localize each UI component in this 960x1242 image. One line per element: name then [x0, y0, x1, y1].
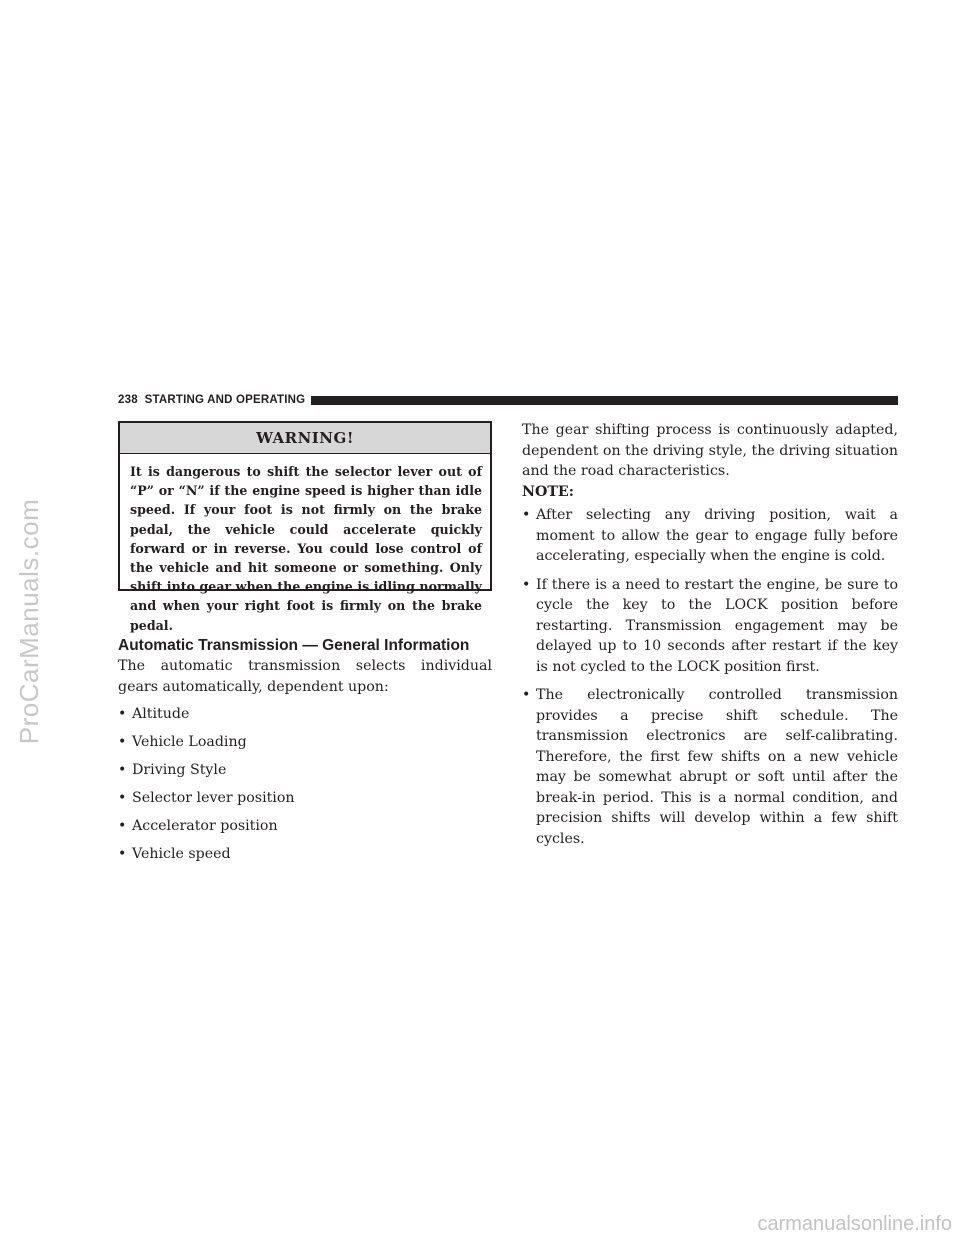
footer-watermark: carmanualsonline.info: [757, 1213, 952, 1235]
list-item: • Accelerator position: [118, 818, 278, 834]
list-item: • Selector lever position: [118, 790, 295, 806]
list-item: • Vehicle Loading: [118, 734, 247, 750]
header-rule: [311, 396, 898, 405]
page-header: [118, 393, 898, 407]
warning-text: It is dangerous to shift the selector lever out of “P” or “N” if the engine speed is higher than idle speed. If your foot is not firmly on the brake pedal, the vehicle could accelerate quickly forward or in reverse. You could lose control of the vehicle and hit someone or something. Only shift into gear when the engine is idling normally and when your right foot is firmly on the brake pedal.: [130, 464, 482, 633]
bullet-icon: •: [522, 687, 531, 703]
warning-box: [118, 421, 492, 633]
bullet-icon: •: [118, 846, 127, 862]
factor-list: [118, 704, 492, 872]
list-item: • If there is a need to restart the engine, be sure to cycle the key to the LOCK position before restarting. Transmission engagement may be delayed up to 10 seconds after restart if the key is not cycled to the LOCK position first.: [522, 576, 898, 675]
list-item: • Driving Style: [118, 762, 227, 778]
page-header-text: [118, 394, 305, 406]
bullet-icon: •: [522, 507, 531, 523]
intro-paragraph: The automatic transmission selects individual gears automatically, dependent upon:: [118, 658, 492, 695]
side-watermark: [10, 0, 50, 1242]
bullet-icon: •: [118, 706, 127, 722]
bullet-icon: •: [522, 576, 531, 593]
note-list: [522, 505, 898, 857]
list-item: • Altitude: [118, 706, 190, 722]
warning-title: WARNING!: [120, 423, 490, 454]
section-title: STARTING AND OPERATING: [144, 394, 306, 406]
side-watermark-text: ProCarManuals.com: [14, 498, 45, 744]
shifting-paragraph: The gear shifting process is continuously adapted, dependent on the driving style, the driving situation and the road characteristics.: [522, 422, 898, 479]
list-item: • After selecting any driving position, wait a moment to allow the gear to engage fully before accelerating, especially when the engine is cold.: [522, 507, 898, 564]
section-heading: Automatic Transmission — General Information: [118, 637, 470, 654]
bullet-icon: •: [118, 762, 127, 778]
bullet-icon: •: [118, 734, 127, 750]
page-number: 238: [118, 394, 138, 406]
bullet-icon: •: [118, 790, 127, 806]
list-item: • Vehicle speed: [118, 846, 231, 862]
bullet-icon: •: [118, 818, 127, 834]
list-item: • The electronically controlled transmission provides a precise shift schedule. The transmission electronics are self-calibrating. Therefore, the first few shifts on a new vehicle may be somewhat abrupt or soft until after the break-in period. This is a normal condition, and precision shifts will develop within a few shift cycles.: [522, 687, 898, 847]
note-label: NOTE:: [522, 484, 574, 500]
